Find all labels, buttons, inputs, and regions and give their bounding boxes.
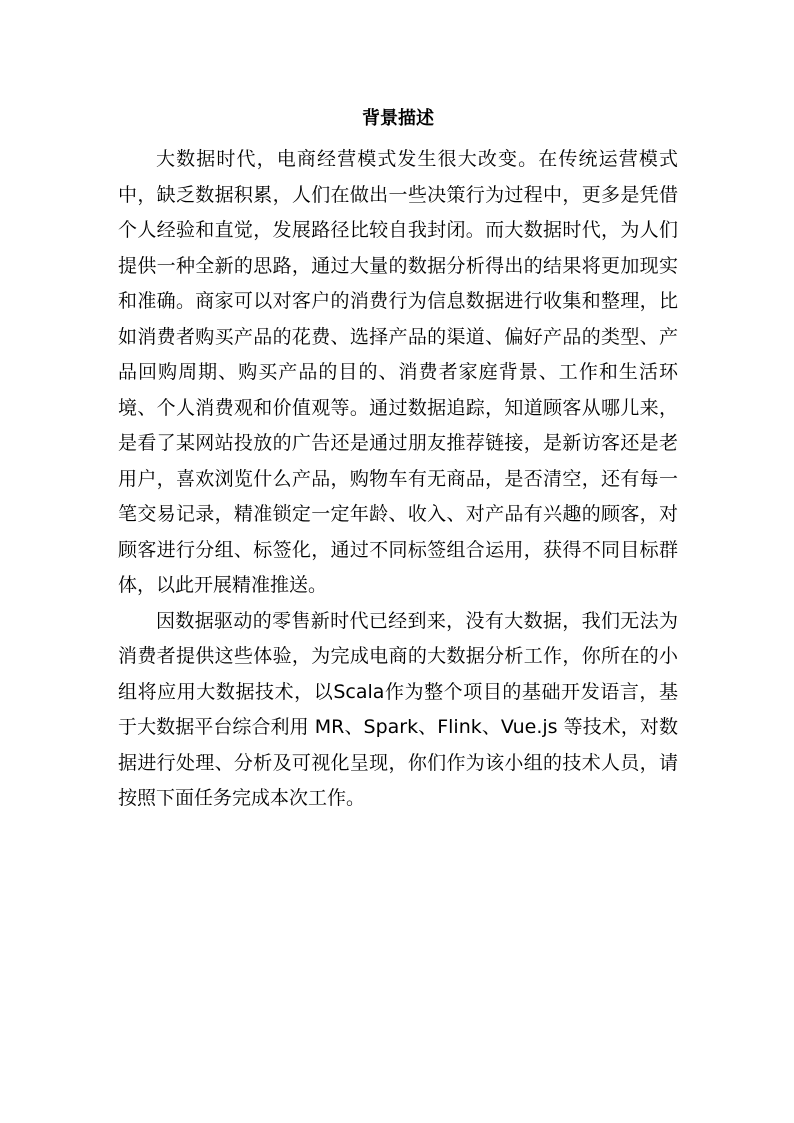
- paragraph-background: 大数据时代，电商经营模式发生很大改变。在传统运营模式中，缺乏数据积累，人们在做出一些决策行为过程中，更多是凭借个人经验和直觉，发展路径比较自我封闭。而大数据时代，为人们提供一种全新的思路，通过大量的数据分析得出的结果将更加现实和准确。商家可以对客户的消费行为信息数据进行收集和整理，比如消费者购买产品的花费、选择产品的渠道、偏好产品的类型、产品回购周期、购买产品的目的、消费者家庭背景、工作和生活环境、个人消费观和价值观等。通过数据追踪，知道顾客从哪儿来，是看了某网站投放的广告还是通过朋友推荐链接，是新访客还是老用户，喜欢浏览什么产品，购物车有无商品，是否清空，还有每一笔交易记录，精准锁定一定年龄、收入、对产品有兴趣的顾客，对顾客进行分组、标签化，通过不同标签组合运用，获得不同目标群体，以此开展精准推送。: [118, 148, 678, 596]
- document-title: 背景描述: [362, 108, 434, 129]
- document-page: [118, 0, 678, 1123]
- document-body: [118, 142, 678, 817]
- paragraph-task: 因数据驱动的零售新时代已经到来，没有大数据，我们无法为消费者提供这些体验，为完成电商的大数据分析工作，你所在的小组将应用大数据技术，以Scala作为整个项目的基础开发语言，基于大数据平台综合利用 MR、Spark、Flink、Vue.js 等技术，对数据进行处理、分析及可视化呈现，你们作为该小组的技术人员，请按照下面任务完成本次工作。: [118, 609, 678, 809]
